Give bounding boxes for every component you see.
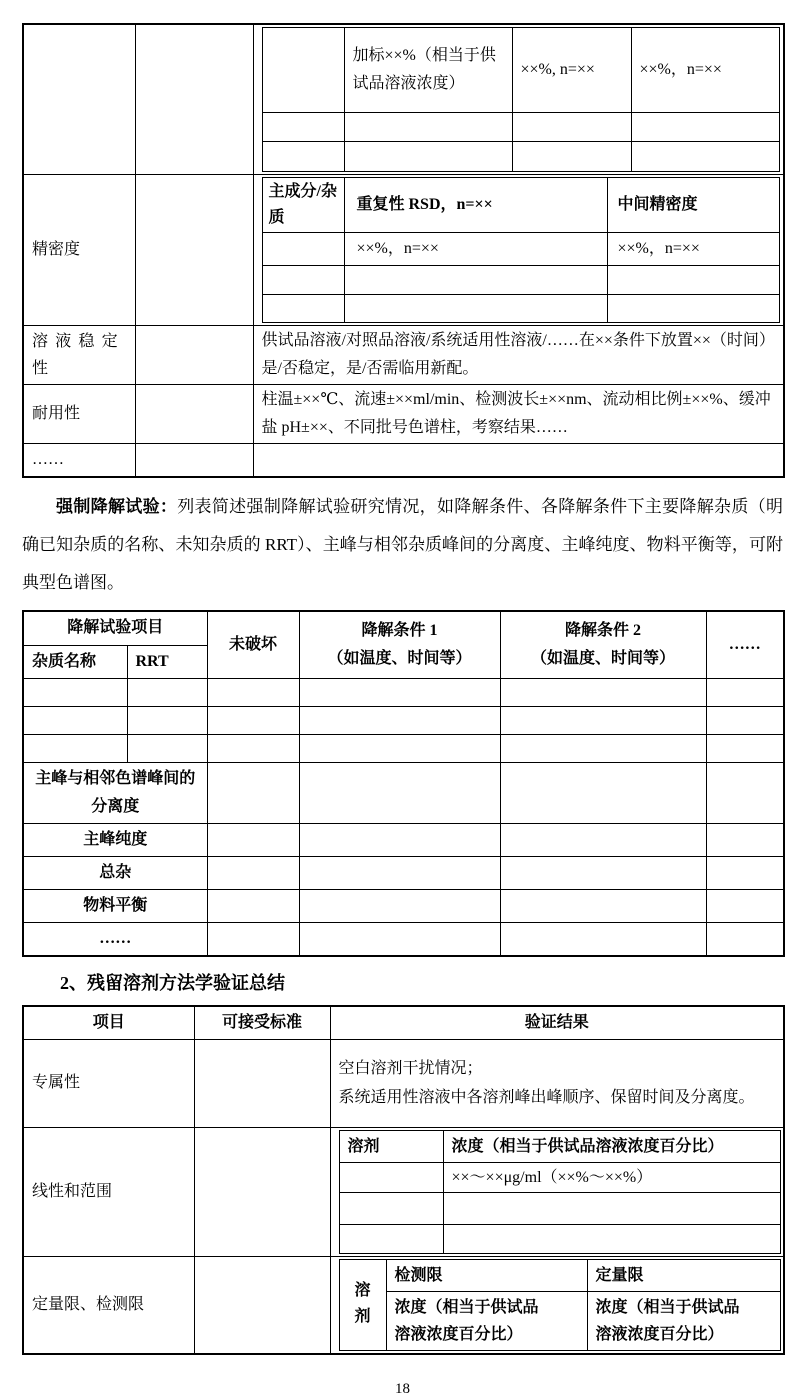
repeatability-header: 重复性 RSD，n=×× [344,178,607,233]
cell-empty [262,266,344,295]
degradation-table [22,610,785,957]
cell-empty [262,113,344,142]
specificity-line2: 系统适用性溶液中各溶剂峰出峰顺序、保留时间及分离度。 [338,1089,755,1106]
document-page [22,0,783,1398]
loq-conc-line1: 浓度（相当于供试品 [595,1298,740,1316]
specificity-line1: 空白溶剂干扰情况； [338,1060,483,1077]
resolution-row-label: 主峰与相邻色谱峰间的分离度 [23,762,207,823]
table-row [23,1127,784,1256]
intermediate-precision-header: 中间精密度 [607,178,779,233]
cell-empty [706,823,784,856]
table-row [23,1039,784,1127]
item-header: 项目 [23,1006,194,1040]
cell-empty [339,1224,443,1253]
cell-empty [500,762,706,823]
criteria-cell-empty [194,1039,330,1127]
cell-empty [207,678,299,706]
table-row [23,444,784,478]
condition-1-line2: （如温度、时间等） [327,649,472,667]
cell-empty [512,142,631,172]
specificity-label: 专属性 [23,1039,194,1127]
cell-empty [299,734,500,762]
more-conditions-header: …… [706,611,784,678]
cell-empty [607,295,779,323]
table-row [23,1256,784,1354]
table-row [23,823,784,856]
cell-empty [23,706,127,734]
table-row [23,1006,784,1040]
cell-empty [299,678,500,706]
degradation-project-header: 降解试验项目 [23,611,207,645]
method-validation-table [22,23,785,478]
cell-empty [500,922,706,956]
cell-empty [262,233,344,266]
spike-result-1: ××%, n=×× [512,28,631,113]
specificity-result [330,1039,784,1127]
criteria-cell-empty [135,444,253,478]
cell-empty [207,762,299,823]
cell-empty [500,856,706,889]
cell-empty [207,706,299,734]
table-row [262,266,779,295]
criteria-cell-empty [194,1127,330,1256]
cell-empty [344,113,512,142]
ellipsis-label: …… [23,444,135,478]
table-row [23,678,784,706]
solution-stability-label: 溶液稳定性 [23,326,135,385]
loq-header: 定量限 [587,1259,780,1291]
result-header: 验证结果 [330,1006,784,1040]
linearity-range-value: ××～××μg/ml（××%～××%） [443,1162,780,1192]
paragraph-body: 列表简述强制降解试验研究情况，如降解条件、各降解条件下主要降解杂质（明确已知杂质的名称、未知杂质的 RRT）、主峰与相邻杂质峰间的分离度、主峰纯度、物料平衡等，可附典型色谱图。 [22,497,784,592]
robustness-label: 耐用性 [23,385,135,444]
cell-empty [631,113,779,142]
cell-empty [607,266,779,295]
cell-empty [207,734,299,762]
lod-concentration-header [386,1291,587,1350]
impurity-name-header: 杂质名称 [23,645,127,678]
cell-empty [299,922,500,956]
paragraph-lead: 强制降解试验： [56,497,178,516]
lod-loq-label: 定量限、检测限 [23,1256,194,1354]
cell-empty [23,734,127,762]
section-heading: 2、残留溶剂方法学验证总结 [60,972,285,993]
cell-empty [339,1162,443,1192]
table-row [23,175,784,326]
ellipsis-row-label: …… [23,922,207,956]
cell-empty [706,856,784,889]
table-row [262,295,779,323]
cell-empty [500,889,706,922]
table-row [339,1224,780,1253]
result-cell [253,175,784,326]
precision-label: 精密度 [23,175,135,326]
peak-purity-row-label: 主峰纯度 [23,823,207,856]
cell-empty [299,823,500,856]
linearity-label: 线性和范围 [23,1127,194,1256]
spike-level-label: 加标××%（相当于供试品溶液浓度） [344,28,512,113]
solution-stability-result: 供试品溶液/对照品溶液/系统适用性溶液/……在××条件下放置××（时间）是/否稳定，是/否需临用新配。 [253,326,784,385]
lod-loq-subtable [339,1259,781,1351]
component-header: 主成分/杂质 [262,178,344,233]
table-row [23,326,784,385]
cell-empty [23,678,127,706]
cell-empty [706,762,784,823]
table-row [339,1259,780,1291]
table-row [262,28,779,113]
intermediate-precision-value: ××%，n=×× [607,233,779,266]
cell-empty [299,856,500,889]
lod-conc-line1: 浓度（相当于供试品 [394,1298,539,1316]
table-row [23,762,784,823]
cell-empty [706,922,784,956]
criteria-cell-empty [135,175,253,326]
table-row [339,1162,780,1192]
table-row [23,889,784,922]
result-cell [330,1256,784,1354]
table-row [262,142,779,172]
lod-conc-line2: 溶液浓度百分比） [394,1325,523,1343]
cell-empty [443,1192,780,1224]
lod-header: 检测限 [386,1259,587,1291]
cell-empty [500,823,706,856]
mass-balance-row-label: 物料平衡 [23,889,207,922]
page-number: 18 [395,1380,410,1397]
spike-result-2: ××%，n=×× [631,28,779,113]
cell-empty [706,706,784,734]
table-row [262,178,779,233]
cell-empty [127,678,207,706]
repeatability-value: ××%，n=×× [344,233,607,266]
precision-subtable [262,177,780,323]
cell-empty [262,28,344,113]
table-row [262,113,779,142]
solvent-header: 溶剂 [339,1130,443,1162]
table-row [23,922,784,956]
cell-empty [299,762,500,823]
cell-empty [299,706,500,734]
cell-empty [299,889,500,922]
condition-2-line1: 降解条件 2 [565,621,642,639]
cell-empty [207,856,299,889]
total-impurity-row-label: 总杂 [23,856,207,889]
concentration-header: 浓度（相当于供试品溶液浓度百分比） [443,1130,780,1162]
condition-1-header [299,611,500,678]
cell-empty [207,922,299,956]
table-row [23,856,784,889]
rrt-header: RRT [127,645,207,678]
criteria-header: 可接受标准 [194,1006,330,1040]
undegraded-header: 未破坏 [207,611,299,678]
linearity-subtable [339,1130,781,1254]
result-cell [330,1127,784,1256]
cell-empty [127,706,207,734]
criteria-cell-empty [135,385,253,444]
loq-concentration-header [587,1291,780,1350]
table-row [339,1130,780,1162]
result-cell [253,24,784,175]
table-row [23,706,784,734]
table-row [23,734,784,762]
table-row [339,1291,780,1350]
condition-1-line1: 降解条件 1 [361,621,438,639]
item-cell-empty [23,24,135,175]
condition-2-line2: （如温度、时间等） [531,649,676,667]
cell-empty [500,706,706,734]
cell-empty [262,142,344,172]
cell-empty [500,734,706,762]
table-row [339,1192,780,1224]
robustness-result: 柱温±××℃、流速±××ml/min、检测波长±××nm、流动相比例±××%、缓冲盐 pH±××、不同批号色谱柱，考察结果…… [253,385,784,444]
cell-empty [339,1192,443,1224]
table-row [23,24,784,175]
table-row [262,233,779,266]
loq-conc-line2: 溶液浓度百分比） [595,1325,724,1343]
criteria-cell-empty [135,24,253,175]
cell-empty [344,266,607,295]
cell-empty [344,142,512,172]
residual-solvent-table [22,1005,785,1355]
table-row [23,611,784,645]
cell-empty [500,678,706,706]
cell-empty [344,295,607,323]
criteria-cell-empty [135,326,253,385]
condition-2-header [500,611,706,678]
forced-degradation-paragraph [22,488,783,602]
cell-empty [207,823,299,856]
cell-empty [706,734,784,762]
cell-empty [127,734,207,762]
cell-empty [512,113,631,142]
cell-empty [207,889,299,922]
cell-empty [706,889,784,922]
criteria-cell-empty [194,1256,330,1354]
cell-empty [706,678,784,706]
cell-empty [631,142,779,172]
cell-empty [262,295,344,323]
spike-recovery-subtable [262,27,780,172]
solvent-header-vertical [339,1259,386,1350]
cell-empty [443,1224,780,1253]
result-cell-empty [253,444,784,478]
solvent-header-text: 溶剂 [354,1282,371,1325]
table-row [23,385,784,444]
